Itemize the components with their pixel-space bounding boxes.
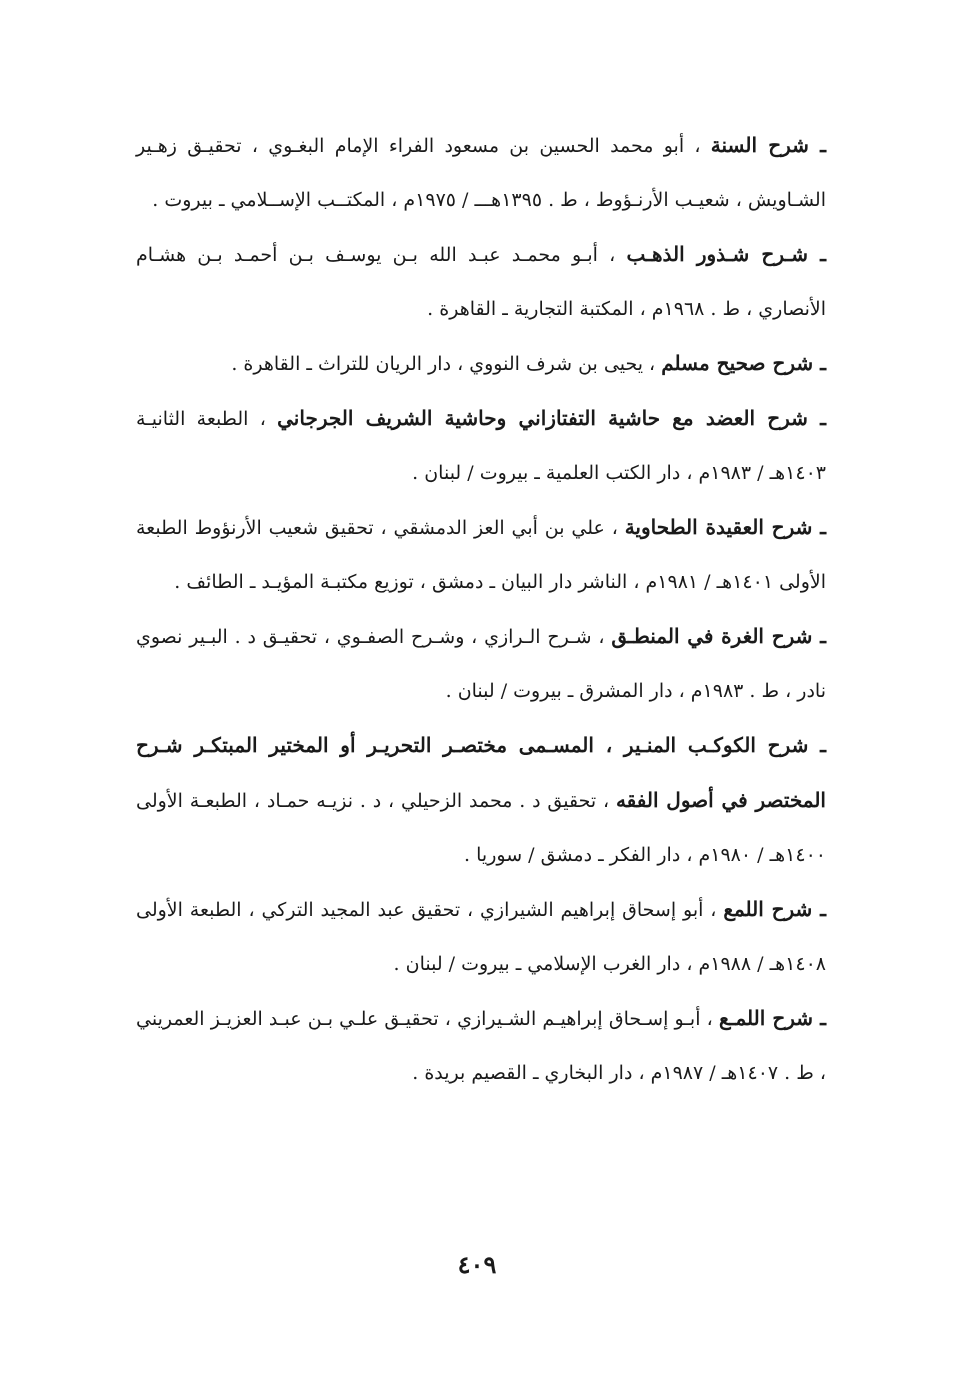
entry-title: ـ شرح صحيح مسلم (661, 351, 826, 375)
entry-text: ، علي بن أبي العز الدمشقي ، تحقيق شعيب الأرنؤوط الطبعة الأولى ١٤٠١هـ / ١٩٨١م ، الناشر دار البيان ـ دمشق ، توزيع مكتبـة المؤيـد ـ الطائف . (136, 517, 826, 593)
entry-text: ، الطبعة الثانيـة ١٤٠٣هـ / ١٩٨٣م ، دار الكتب العلمية ـ بيروت / لبنان . (136, 408, 826, 484)
entry-text: ، يحيى بن شرف النووي ، دار الريان للتراث ـ القاهرة . (231, 353, 662, 375)
entry-title: ـ شرح الكوكـب المنـير ، المسـمى مختصـر التحريـر أو المختير المبتكـر شـرح المختصر في أصول الفقه (136, 733, 826, 812)
bibliography-entry (136, 118, 826, 227)
entry-title: ـ شرح السنة (710, 133, 826, 157)
entry-text: ، أبو محمد الحسين بن مسعود الفراء الإمام البغـوي ، تحقيـق زهـير الشـاويش ، شعيـب الأرنـؤوط ، ط . ١٣٩٥هـــ / ١٩٧٥م ، المكتــب الإســلامي ـ بيروت . (136, 135, 826, 211)
entry-title: ـ شرح اللمع (723, 897, 826, 921)
bibliography-entry (136, 718, 826, 882)
entry-title: ـ شرح اللمـع (718, 1006, 826, 1030)
entry-text: ، أبـو محمـد عبـد الله بـن يوسـف بـن أحمـد بـن هشـام الأنصاري ، ط . ١٩٦٨م ، المكتبة التجارية ـ القاهرة . (136, 244, 826, 320)
entry-text: ، أبو إسحاق إبراهيم الشيرازي ، تحقيق عبد المجيد التركي ، الطبعة الأولى ١٤٠٨هـ / ١٩٨٨م ، دار الغرب الإسلامي ـ بيروت / لبنان . (136, 899, 826, 975)
bibliography-entry (136, 991, 826, 1100)
entry-title: ـ شرح العضد مع حاشية التفتازاني وحاشية الشريف الجرجاني (277, 406, 826, 430)
bibliography-entry (136, 882, 826, 991)
entry-text: ، شـرح الـرازي ، وشـرح الصفـوي ، تحقيـق د . البـير نصوي نادر ، ط . ١٩٨٣م ، دار المشرق ـ بيروت / لبنان . (136, 626, 826, 702)
bibliography-entry (136, 227, 826, 336)
page-number: ٤٠٩ (457, 1250, 497, 1279)
entry-text: ، أبـو إسـحاق إبراهيـم الشـيرازي ، تحقيـق علـي بـن عبـد العزيـز العمريني ، ط . ١٤٠٧هـ / ١٩٨٧م ، دار البخاري ـ القصيم بريدة . (136, 1008, 826, 1084)
entry-text: ، تحقيق د . محمد الزحيلي ، د . نزيـه حمـاد ، الطبعـة الأولى ١٤٠٠هـ / ١٩٨٠م ، دار الفكر ـ دمشق / سوريا . (136, 790, 826, 866)
entry-title: ـ شرح العقيدة الطحاوية (624, 515, 827, 539)
bibliography-entry (136, 391, 826, 500)
entry-title: ـ شـرح شـذور الذهـب (626, 242, 827, 266)
bibliography-entry (136, 336, 826, 391)
bibliography-entry (136, 500, 826, 609)
bibliography-list (136, 118, 826, 1100)
entry-title: ـ شرح الغرة في المنطـق (611, 624, 826, 648)
bibliography-entry (136, 609, 826, 718)
